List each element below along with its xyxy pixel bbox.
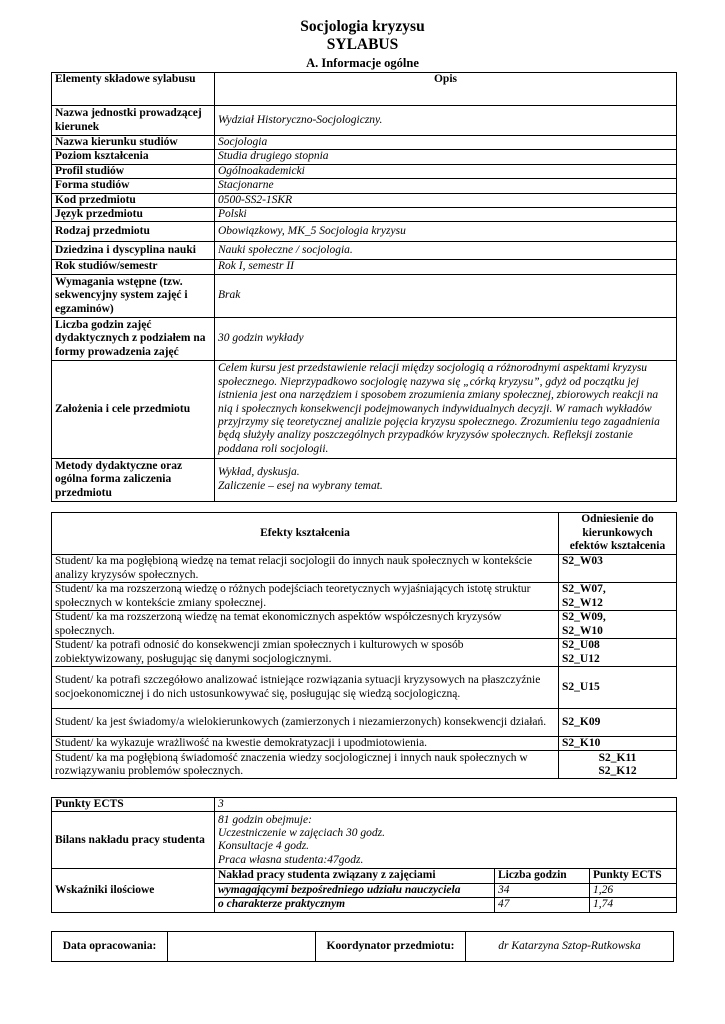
row-value: Obowiązkowy, MK_5 Socjologia kryzysu (215, 222, 677, 242)
table-header-row (52, 513, 677, 555)
row-label: Wymagania wstępne (tzw. sekwencyjny system zajęć i egzaminów) (52, 274, 215, 317)
row-value: Nauki społeczne / socjologia. (215, 242, 677, 260)
table-row (52, 737, 677, 751)
general-info-table (51, 72, 677, 502)
table-row (52, 667, 677, 709)
outcome-text: Student/ ka ma rozszerzoną wiedzę na temat ekonomicznych aspektów współczesnych kryzysów społecznych. (52, 611, 559, 639)
outcome-code: S2_U08 (562, 639, 600, 652)
workload-line: Praca własna studenta:47godz. (218, 853, 364, 866)
table-row (52, 193, 677, 207)
section-heading: A. Informacje ogólne (306, 56, 419, 70)
column-header: Elementy składowe sylabusu (52, 73, 215, 106)
table-row (52, 639, 677, 667)
document-subtitle: SYLABUS (326, 36, 399, 53)
table-row (52, 164, 677, 178)
table-row (52, 869, 677, 883)
table-row (52, 106, 677, 136)
table-row (52, 222, 677, 242)
table-row (52, 932, 674, 962)
outcome-code: S2_W12 (562, 596, 603, 609)
outcome-text: Student/ ka ma pogłębioną świadomość znaczenia wiedzy socjologicznej i innych nauk społecznych w rozwiązywaniu problemów społecznych. (52, 751, 559, 779)
outcome-code: S2_W07, (562, 583, 606, 596)
outcome-code: S2_W09, (562, 611, 606, 624)
learning-outcomes-table (51, 512, 677, 779)
row-value: Wydział Historyczno-Socjologiczny. (215, 106, 677, 136)
table-row (52, 798, 677, 812)
table-row (52, 274, 677, 317)
table-row (52, 611, 677, 639)
row-value: 30 godzin wykłady (215, 317, 677, 360)
table-row (52, 136, 677, 150)
row-value: Socjologia (215, 136, 677, 150)
indicator-hours: 34 (495, 883, 590, 897)
table-row (52, 709, 677, 737)
outcome-code: S2_K10 (559, 737, 677, 751)
footer-table (51, 931, 674, 962)
workload-line: 81 godzin obejmuje: (218, 813, 312, 826)
table-row (52, 260, 677, 274)
table-row (52, 208, 677, 222)
coordinator-value: dr Katarzyna Sztop-Rutkowska (466, 932, 674, 962)
row-value: Ogólnoakademicki (215, 164, 677, 178)
indicator-name: o charakterze praktycznym (215, 898, 495, 912)
outcome-code: S2_U15 (559, 667, 677, 709)
row-value: Polski (215, 208, 677, 222)
workload-value (215, 812, 677, 869)
ects-points-label: Punkty ECTS (52, 798, 215, 812)
row-label: Rodzaj przedmiotu (52, 222, 215, 242)
row-value: Rok I, semestr II (215, 260, 677, 274)
indicator-ects: 1,26 (590, 883, 677, 897)
indicator-ects: 1,74 (590, 898, 677, 912)
column-header: Punkty ECTS (590, 869, 677, 883)
outcome-code: S2_K09 (559, 709, 677, 737)
prep-date-label: Data opracowania: (52, 932, 168, 962)
prep-date-value (168, 932, 316, 962)
table-row (52, 583, 677, 611)
table-row (52, 812, 677, 869)
outcome-text: Student/ ka ma rozszerzoną wiedzę o różnych podejściach teoretycznych wyjaśniających istotę struktur społecznych w kontekście zmiany społecznej. (52, 583, 559, 611)
row-label: Dziedzina i dyscyplina nauki (52, 242, 215, 260)
indicator-name: wymagającymi bezpośredniego udziału nauczyciela (215, 883, 495, 897)
table-row (52, 150, 677, 164)
row-label: Nazwa kierunku studiów (52, 136, 215, 150)
row-label: Metody dydaktyczne oraz ogólna forma zaliczenia przedmiotu (52, 458, 215, 501)
outcome-code: S2_K11 (598, 751, 637, 764)
outcome-text: Student/ ka wykazuje wrażliwość na kwestie demokratyzacji i upodmiotowienia. (52, 737, 559, 751)
value-line: Zaliczenie – esej na wybrany temat. (218, 479, 383, 492)
table-row (52, 360, 677, 458)
row-label: Kod przedmiotu (52, 193, 215, 207)
outcome-text: Student/ ka potrafi odnosić do konsekwencji zmian społecznych i kulturowych w sposób zobiektywizowany, posługując się danymi socjologicznymi. (52, 639, 559, 667)
table-row (52, 179, 677, 193)
table-header-row (52, 73, 677, 106)
workload-label: Bilans nakładu pracy studenta (52, 812, 215, 869)
indicators-label: Wskaźniki ilościowe (52, 869, 215, 912)
document-title: Socjologia kryzysu (300, 18, 425, 35)
row-label: Liczba godzin zajęć dydaktycznych z podziałem na formy prowadzenia zajęć (52, 317, 215, 360)
table-row (52, 317, 677, 360)
row-value: Celem kursu jest przedstawienie relacji między socjologią a różnorodnymi aspektami kryzysu społecznego. Nieprzypadkowo socjologię nazywa się „córką kryzysu”, gdyż od początku jej istnienia jest ona narzędziem i sposobem zrozumienia zmiany społecznej, zbiorowych reakcji na nią i społecznych konsekwencji podejmowanych indywidualnych decyzji. W ramach wykładów przyjrzymy się teoretycznej analizie pojęcia kryzysu społecznego. Zrozumieniu tego zagadnienia będą służyły analizy poszczególnych przypadków kryzysów społecznych. Refleksji zostanie poddana roli socjologii. (215, 360, 677, 458)
table-row (52, 751, 677, 779)
outcome-code: S2_W10 (562, 624, 603, 637)
outcome-text: Student/ ka ma pogłębioną wiedzę na temat relacji socjologii do innych nauk społecznych w kontekście analizy kryzysów społecznych. (52, 555, 559, 583)
row-label: Nazwa jednostki prowadzącej kierunek (52, 106, 215, 136)
column-header: Liczba godzin (495, 869, 590, 883)
column-header: Nakład pracy studenta związany z zajęciami (215, 869, 495, 883)
row-label: Profil studiów (52, 164, 215, 178)
workload-line: Uczestniczenie w zajęciach 30 godz. (218, 827, 386, 839)
row-value: 0500-SS2-1SKR (215, 193, 677, 207)
ects-table (51, 797, 677, 913)
row-label: Poziom kształcenia (52, 150, 215, 164)
value-line: Wykład, dyskusja. (218, 466, 300, 479)
table-row (52, 242, 677, 260)
outcome-code: S2_K12 (598, 764, 637, 777)
row-label: Założenia i cele przedmiotu (52, 360, 215, 458)
outcome-code: S2_U12 (562, 652, 600, 665)
table-row (52, 555, 677, 583)
row-value (215, 458, 677, 501)
row-label: Forma studiów (52, 179, 215, 193)
column-header: Odniesienie do kierunkowych efektów kształcenia (559, 513, 677, 555)
table-row (52, 458, 677, 501)
row-label: Język przedmiotu (52, 208, 215, 222)
indicator-hours: 47 (495, 898, 590, 912)
outcome-code: S2_W03 (559, 555, 677, 583)
outcome-text: Student/ ka potrafi szczegółowo analizować istniejące rozwiązania sytuacji kryzysowych na płaszczyźnie socjoekonomicznej i do nich ustosunkowywać się, posługując się wiedzą socjologiczną. (52, 667, 559, 709)
row-label: Rok studiów/semestr (52, 260, 215, 274)
row-value: Brak (215, 274, 677, 317)
row-value: Stacjonarne (215, 179, 677, 193)
column-header: Opis (215, 73, 677, 106)
workload-line: Konsultacje 4 godz. (218, 840, 310, 853)
coordinator-label: Koordynator przedmiotu: (316, 932, 466, 962)
ects-points-value: 3 (215, 798, 677, 812)
outcome-text: Student/ ka jest świadomy/a wielokierunkowych (zamierzonych i niezamierzonych) konsekwencji działań. (52, 709, 559, 737)
column-header: Efekty kształcenia (52, 513, 559, 555)
row-value: Studia drugiego stopnia (215, 150, 677, 164)
